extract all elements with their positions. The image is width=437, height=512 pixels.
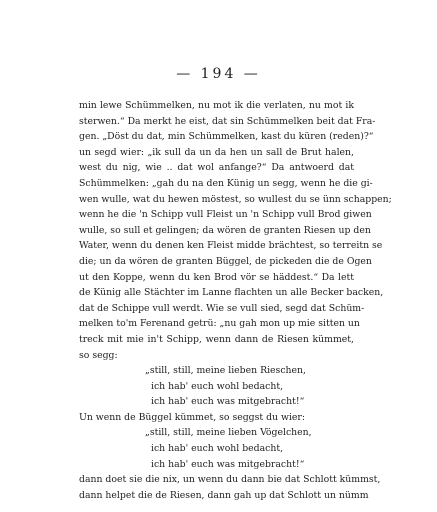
verse-line: ich hab' euch was mitgebracht!“ xyxy=(151,458,305,470)
text-line: wenn he die 'n Schipp vull Fleist un 'n Schipp vull Brod giwen xyxy=(79,209,372,221)
text-line: wen wulle, wat du hewen möstest, so wullest du se ünn schappen; xyxy=(79,193,392,205)
text-line: Un wenn de Büggel kümmet, so seggst du wier: xyxy=(79,411,305,423)
verse-line: ich hab' euch wohl bedacht, xyxy=(151,443,284,455)
text-line: wulle, so sull et gelingen; da wören de granten Riesen up den xyxy=(79,224,371,236)
text-line: sterwen.“ Da merkt he eist, dat sin Schümmelken beit dat Fra- xyxy=(79,115,376,127)
body-text xyxy=(79,98,392,503)
text-line: die; un da wören de granten Büggel, de pickeden die de Ogen xyxy=(79,255,372,267)
text-line: Schümmelken: „gah du na den Künig un segg, wenn he die gi- xyxy=(79,177,373,189)
text-line: min lewe Schümmelken, nu mot ik die verlaten, nu mot ik xyxy=(79,100,354,111)
text-line: gen. „Döst du dat, min Schümmelken, kast du küren (reden)?“ xyxy=(79,131,374,143)
text-line: west du nig, wie .. dat wol anfange?“ Da antwoerd dat xyxy=(79,162,354,174)
text-line: un segd wier: „ik sull da un da hen un sall de Brut halen, xyxy=(79,146,354,158)
text-line: Water, wenn du denen ken Fleist midde brächtest, so terreitn se xyxy=(79,240,383,252)
verse-line: ich hab' euch wohl bedacht, xyxy=(151,380,284,392)
text-line: de Künig alle Stächter im Lanne flachten un alle Becker backen, xyxy=(79,287,384,299)
text-line: melken to'm Ferenand getrü: „nu gah mon up mie sitten un xyxy=(79,318,360,330)
text-line: dann helpet die de Riesen, dann gah up dat Schlott un nümm xyxy=(79,489,369,501)
text-line: dat de Schippe vull werdt. Wie se vull sied, segd dat Schüm- xyxy=(79,302,365,314)
text-line: dann doet sie die nix, un wenn du dann bie dat Schlott kümmst, xyxy=(79,474,381,486)
text-line: treck mit mie in't Schipp, wenn dann de Riesen kümmet, xyxy=(79,333,354,345)
page-number: — 194 — xyxy=(176,66,261,82)
verse-line: ich hab' euch was mitgebracht!“ xyxy=(151,396,305,408)
text-line: ut den Koppe, wenn du ken Brod vör se häddest.“ Da lett xyxy=(79,271,354,283)
text-line: so segg: xyxy=(79,349,118,361)
verse-line: „still, still, meine lieben Vögelchen, xyxy=(145,427,312,439)
verse-line: „still, still, meine lieben Rieschen, xyxy=(145,365,306,377)
